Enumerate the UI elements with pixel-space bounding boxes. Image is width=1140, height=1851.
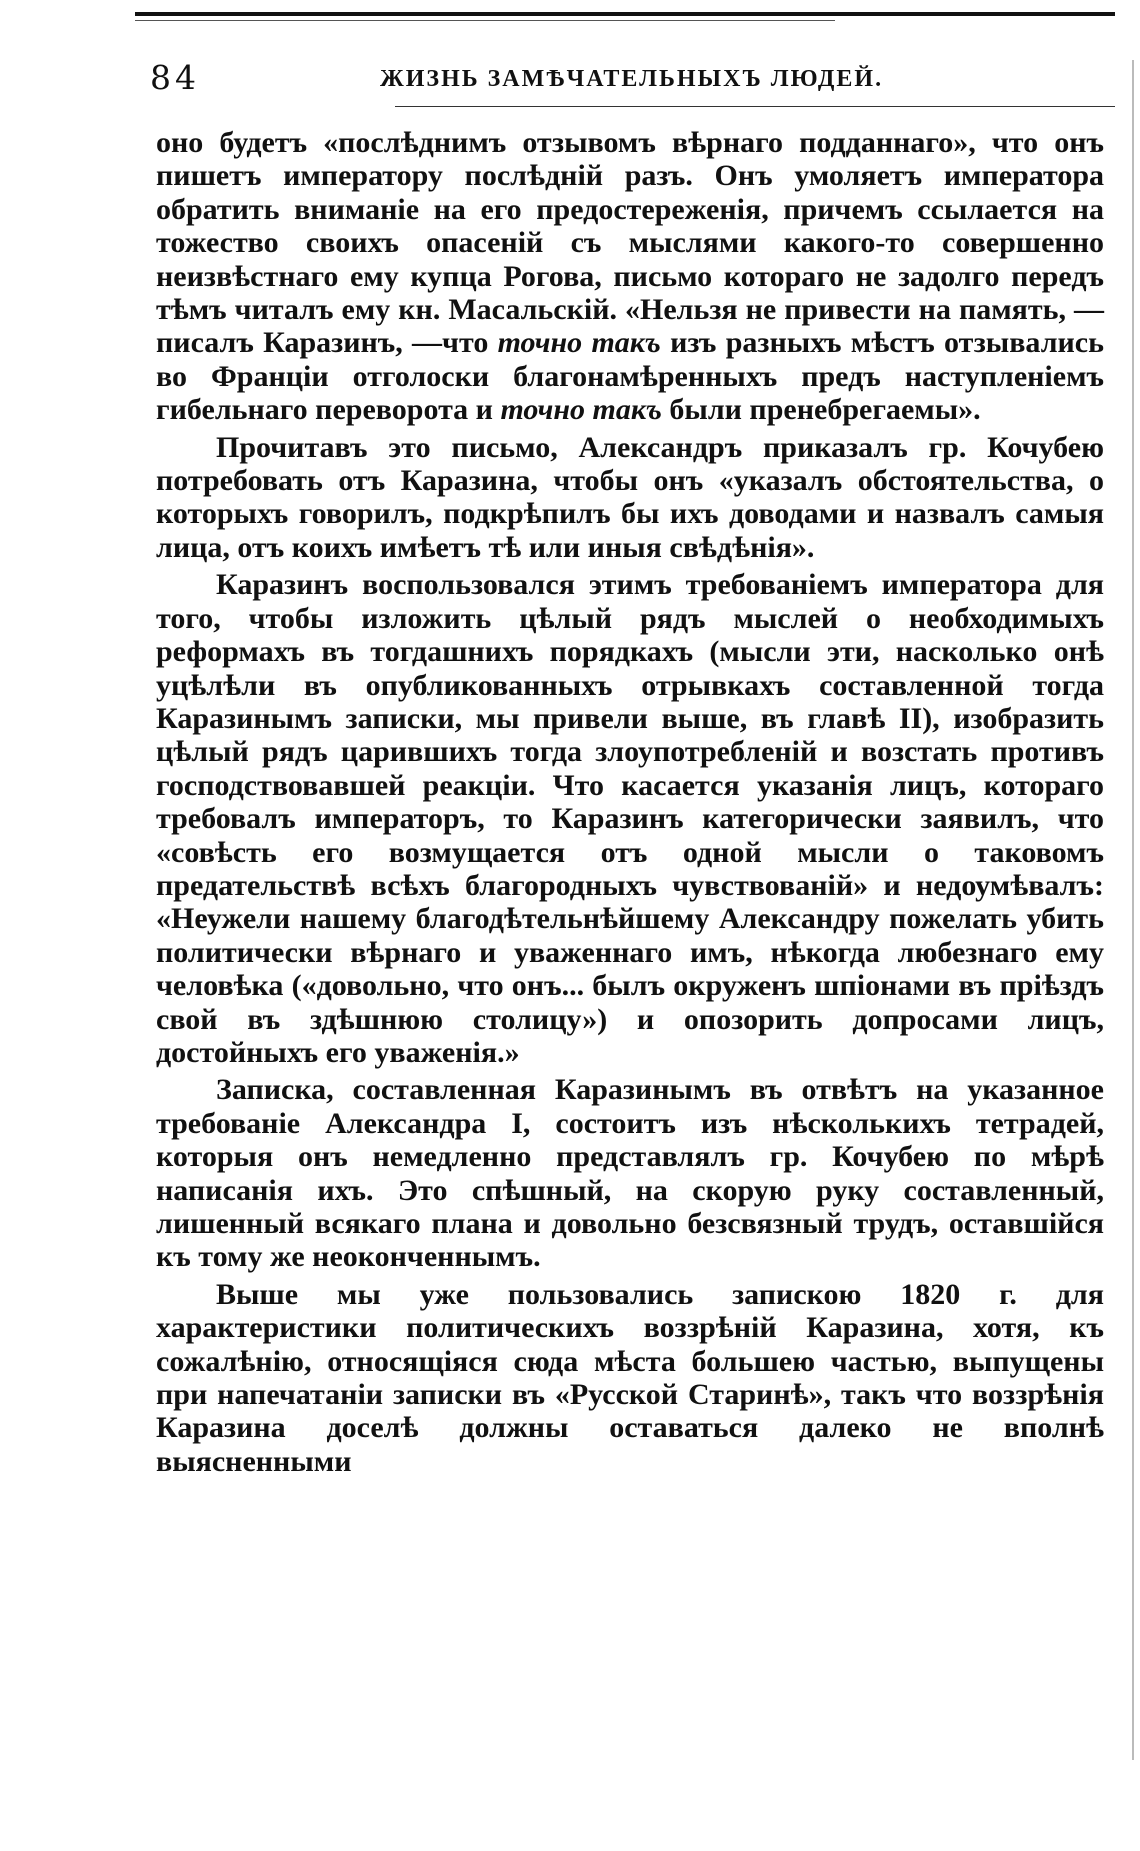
paragraph-2: Прочитавъ это письмо, Александръ приказалъ гр. Кочубею потребовать отъ Каразина, чтобы онъ «указалъ обстоятельства, о которыхъ говорилъ, подкрѣпилъ бы ихъ доводами и назвалъ самыя лица, отъ коихъ имѣетъ тѣ или иныя свѣдѣнія». [156,430,1104,564]
page-number: 84 [150,58,200,97]
header-rule [395,106,1115,107]
page-edge [1132,60,1134,1760]
running-title: ЖИЗНЬ ЗАМѢЧАТЕЛЬНЫХЪ ЛЮДЕЙ. [380,66,884,92]
paragraph-1-text-c: были пренебрегаемы». [661,393,981,427]
paragraph-1-italic-a: точно такъ [497,326,661,360]
top-rule-thin [135,20,835,21]
paragraph-4: Записка, составленная Каразинымъ въ отвѣтъ на указанное требованіе Александра I, состоитъ изъ нѣсколькихъ тетрадей, которыя онъ немедленно представлялъ гр. Кочубею по мѣрѣ написанія ихъ. Это спѣшный, на скорую руку составленный, лишенный всякаго плана и довольно безсвязный трудъ, оставшійся къ тому же неоконченнымъ. [156,1073,1104,1274]
top-rule [135,12,1115,16]
page-header [150,58,1110,98]
body-text [156,126,1104,1478]
paragraph-1 [156,126,1104,427]
paragraph-1-text-a: оно будетъ «послѣднимъ отзывомъ вѣрнаго подданнаго», что онъ пишетъ императору послѣдній разъ. Онъ умоляетъ императора обратить вниманіе на его предостереженія, причемъ ссылается на тожество своихъ опасеній съ мыслями какого-то совершенно неизвѣстнаго ему купца Рогова, письмо котораго не задолго передъ тѣмъ читалъ ему кн. Масальскій. «Нельзя не привести на память, — писалъ Каразинъ, —что [156,126,1104,360]
paragraph-1-italic-b: точно такъ [500,393,662,427]
paragraph-1-text-b: изъ разныхъ мѣстъ отзывались во Франціи отголоски благонамѣренныхъ предъ наступленіемъ гибельнаго переворота и [156,326,1104,427]
paragraph-5: Выше мы уже пользовались запискою 1820 г. для характеристики политическихъ воззрѣній Каразина, хотя, къ сожалѣнію, относящіяся сюда мѣста большею частью, выпущены при напечатаніи записки въ «Русской Старинѣ», такъ что воззрѣнія Каразина доселѣ должны оставаться далеко не вполнѣ выясненными [156,1277,1104,1478]
paragraph-3: Каразинъ воспользовался этимъ требованіемъ императора для того, чтобы изложить цѣлый рядъ мыслей о необходимыхъ реформахъ въ тогдашнихъ порядкахъ (мысли эти, насколько онѣ уцѣлѣли въ опубликованныхъ отрывкахъ составленной тогда Каразинымъ записки, мы привели выше, въ главѣ II), изобразить цѣлый рядъ царившихъ тогда злоупотребленій и возстать противъ господствовавшей реакціи. Что касается указанія лицъ, котораго требовалъ императоръ, то Каразинъ категорически заявилъ, что «совѣсть его возмущается отъ одной мысли о таковомъ предательствѣ всѣхъ благородныхъ чувствованій» и недоумѣвалъ: «Неужели нашему благодѣтельнѣйшему Александру пожелать убить политически вѣрнаго и уваженнаго имъ, нѣкогда любезнаго ему человѣка («довольно, что онъ... былъ окруженъ шпіонами въ пріѣздъ свой въ здѣшнюю столицу») и опозорить допросами лицъ, достойныхъ его уваженія.» [156,568,1104,1069]
